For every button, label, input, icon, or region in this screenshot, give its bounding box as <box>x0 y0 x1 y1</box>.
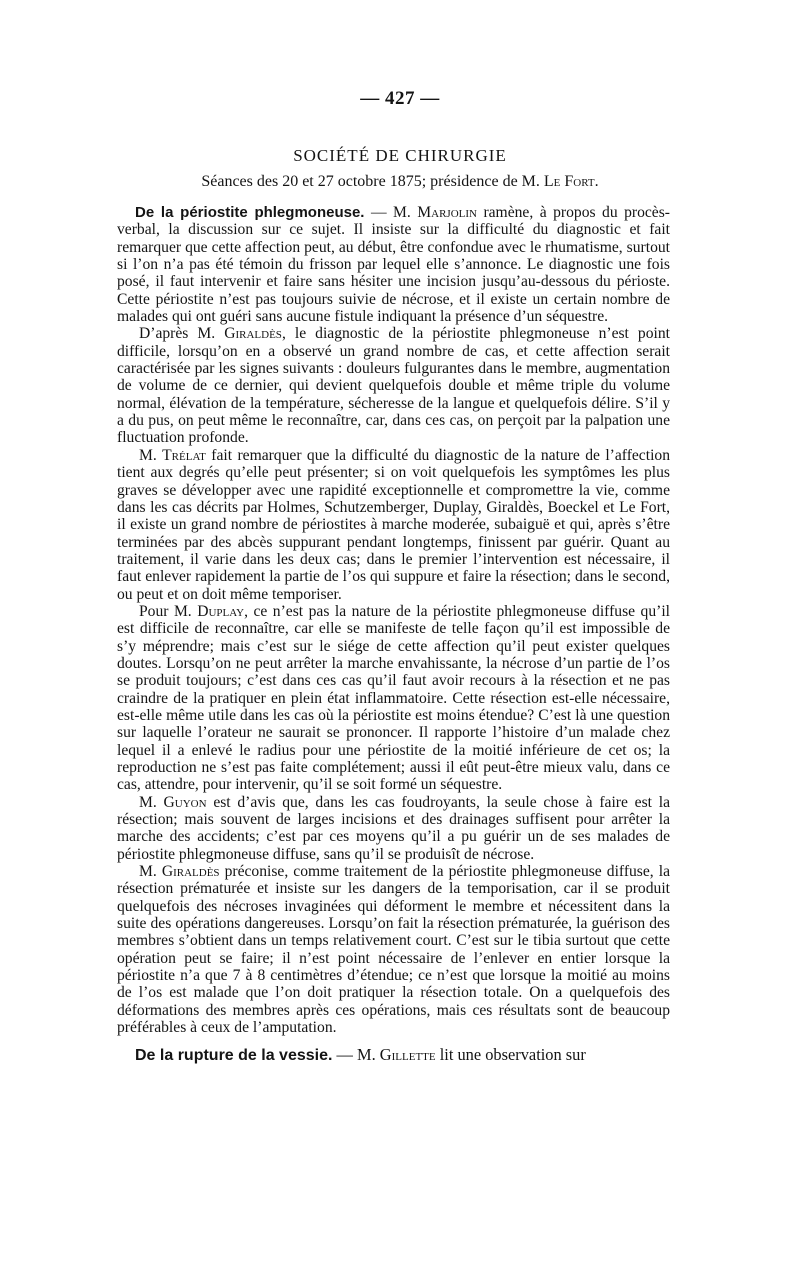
speaker-name: Trélat <box>162 446 206 464</box>
article-heading: De la périostite phlegmoneuse. <box>135 204 365 221</box>
paragraph-7 <box>117 1046 670 1064</box>
paragraph-4 <box>117 603 670 794</box>
paragraph-lead: M. <box>139 793 164 811</box>
paragraph-lead: M. <box>139 863 162 881</box>
paragraph-lead: Pour M. <box>139 602 198 620</box>
section-heading: SOCIÉTÉ DE CHIRURGIE <box>293 146 507 165</box>
speaker-name: Giraldès <box>161 863 220 881</box>
speaker-name: Gillette <box>379 1044 436 1064</box>
speaker-name: Duplay <box>197 602 245 620</box>
sessions-text: Séances des 20 et 27 octobre 1875; présidence de M. <box>201 173 544 190</box>
article-body <box>117 204 670 1064</box>
paragraph-6 <box>117 863 670 1036</box>
article-heading: De la rupture de la vessie. <box>135 1046 333 1064</box>
paragraph-lead: D’après M. <box>139 325 225 343</box>
president-name: Le Fort <box>543 173 595 190</box>
heading-dash: — M. <box>332 1044 380 1064</box>
paragraph-text: est d’avis que, dans les cas foudroyants, la seule chose à faire est la résection; mais souvent de larges incisions et des drainages suffisent pour arrêter la marche des accidents; c’est par ces moyens qu’il a pu guérir un de ses malades de périostite phlegmoneuse diffuse, sans qu’il se produisît de nécrose. <box>117 793 670 863</box>
paragraph-2 <box>117 325 670 446</box>
speaker-name: Marjolin <box>417 204 477 221</box>
paragraph-text: , le diagnostic de la périostite phlegmoneuse n’est point difficile, lorsqu’on en a observé un grand nombre de cas, et cette affection serait caractérisée par les signes suivants : douleurs fulgurantes dans le membre, augmentation de volume de ce dernier, qui devient quelquefois double et même triple du volume normal, élévation de la température, sécheresse de la langue et quelquefois délire. S’il y a du pus, on peut même le reconnaître, car, dans ces cas, on perçoit par la palpation une fluctuation profonde. <box>117 325 670 447</box>
sessions-end: . <box>594 173 599 190</box>
paragraph-lead: M. <box>139 446 163 464</box>
paragraph-text: lit une observation sur <box>435 1044 586 1064</box>
sessions-line <box>0 173 800 191</box>
speaker-name: Guyon <box>163 793 207 811</box>
paragraph-text: , ce n’est pas la nature de la périostite phlegmoneuse diffuse qu’il est difficile de reconnaître, car elle se manifeste de telle façon qu’il est impossible de s’y méprendre; mais c’est sur le siége de cette affection qu’il peut exister quelques doutes. Lorsqu’on ne peut arrêter la marche envahissante, la nécrose d’un partie de l’os se produit toujours; c’est dans ces cas qu’il faut avoir recours à la résection et ne pas craindre de la pratiquer en plein état inflammatoire. Cette résection est-elle nécessaire, est-elle même utile dans les cas où la périostite est moins étendue? C’est là une question sur laquelle l’orateur ne saurait se prononcer. Il rapporte l’histoire d’un malade chez lequel il a enlevé le radius pour une périostite de la moitié inférieure de cet os; la reproduction ne s’est pas faite complétement; aussi il eût peut-être mieux valu, dans ce cas, attendre, pour intervenir, qu’il se soit formé un séquestre. <box>117 602 670 794</box>
paragraph-text: préconise, comme traitement de la périostite phlegmoneuse diffuse, la résection prématurée et insiste sur les dangers de la temporisation, car il se produit quelquefois des nécroses invaginées qui déforment le membre et nécessitent dans la suite des opérations dangereuses. Lorsqu’on fait la résection prématurée, la guérison des membres s’obtient dans un temps relativement court. C’est sur le tibia surtout que cette opération peut se faire; il n’est point nécessaire de l’enlever en entier lorsque la périostite n’a que 7 à 8 centimètres d’étendue; ce n’est que lorsque la moitié au moins de l’os est malade que l’on doit pratiquer la résection totale. On a quelquefois des déformations des membres après ces opérations, mais ces résultats sont de beaucoup préférables à ceux de l’amputation. <box>117 863 671 1037</box>
paragraph-text: ramène, à propos du procès-verbal, la discussion sur ce sujet. Il insiste sur la difficulté du diagnostic et fait remarquer que cette affection peut, au début, être confondue avec le rhumatisme, surtout si l’on n’a pas été témoin du frisson par lequel elle s’annonce. Le diagnostic une fois posé, il faut intervenir et faire sans hésiter une incision jusqu’au-dessous du périoste. Cette périostite n’est pas toujours suivie de nécrose, et il existe un certain nombre de malades qui ont guéri sans aucune fistule indiquant la présence d’un séquestre. <box>117 204 670 326</box>
page-number: — 427 — <box>360 88 440 109</box>
paragraph-1 <box>117 204 670 325</box>
paragraph-3 <box>117 447 670 603</box>
speaker-name: Giraldès <box>224 325 282 343</box>
heading-dash: — M. <box>364 204 418 221</box>
paragraph-5 <box>117 794 670 863</box>
paragraph-text: fait remarquer que la difficulté du diagnostic de la nature de l’affection tient aux degrés qu’elle peut présenter; si on voit quelquefois les symptômes les plus graves se développer avec une rapidité exceptionnelle et compromettre la vie, comme dans les cas décrits par Holmes, Schutzemberger, Duplay, Giraldès, Boeckel et Le Fort, il existe un grand nombre de périostites à marche moderée, subaiguë et qui, après s’être terminées par des abcès suppurant pendant longtemps, finissent par guérir. Quant au traitement, il varie dans les deux cas; dans le premier l’intervention est nécessaire, il faut enlever rapidement la partie de l’os qui suppure et faire la résection; dans le second, ou peut et on doit même temporiser. <box>117 446 670 603</box>
